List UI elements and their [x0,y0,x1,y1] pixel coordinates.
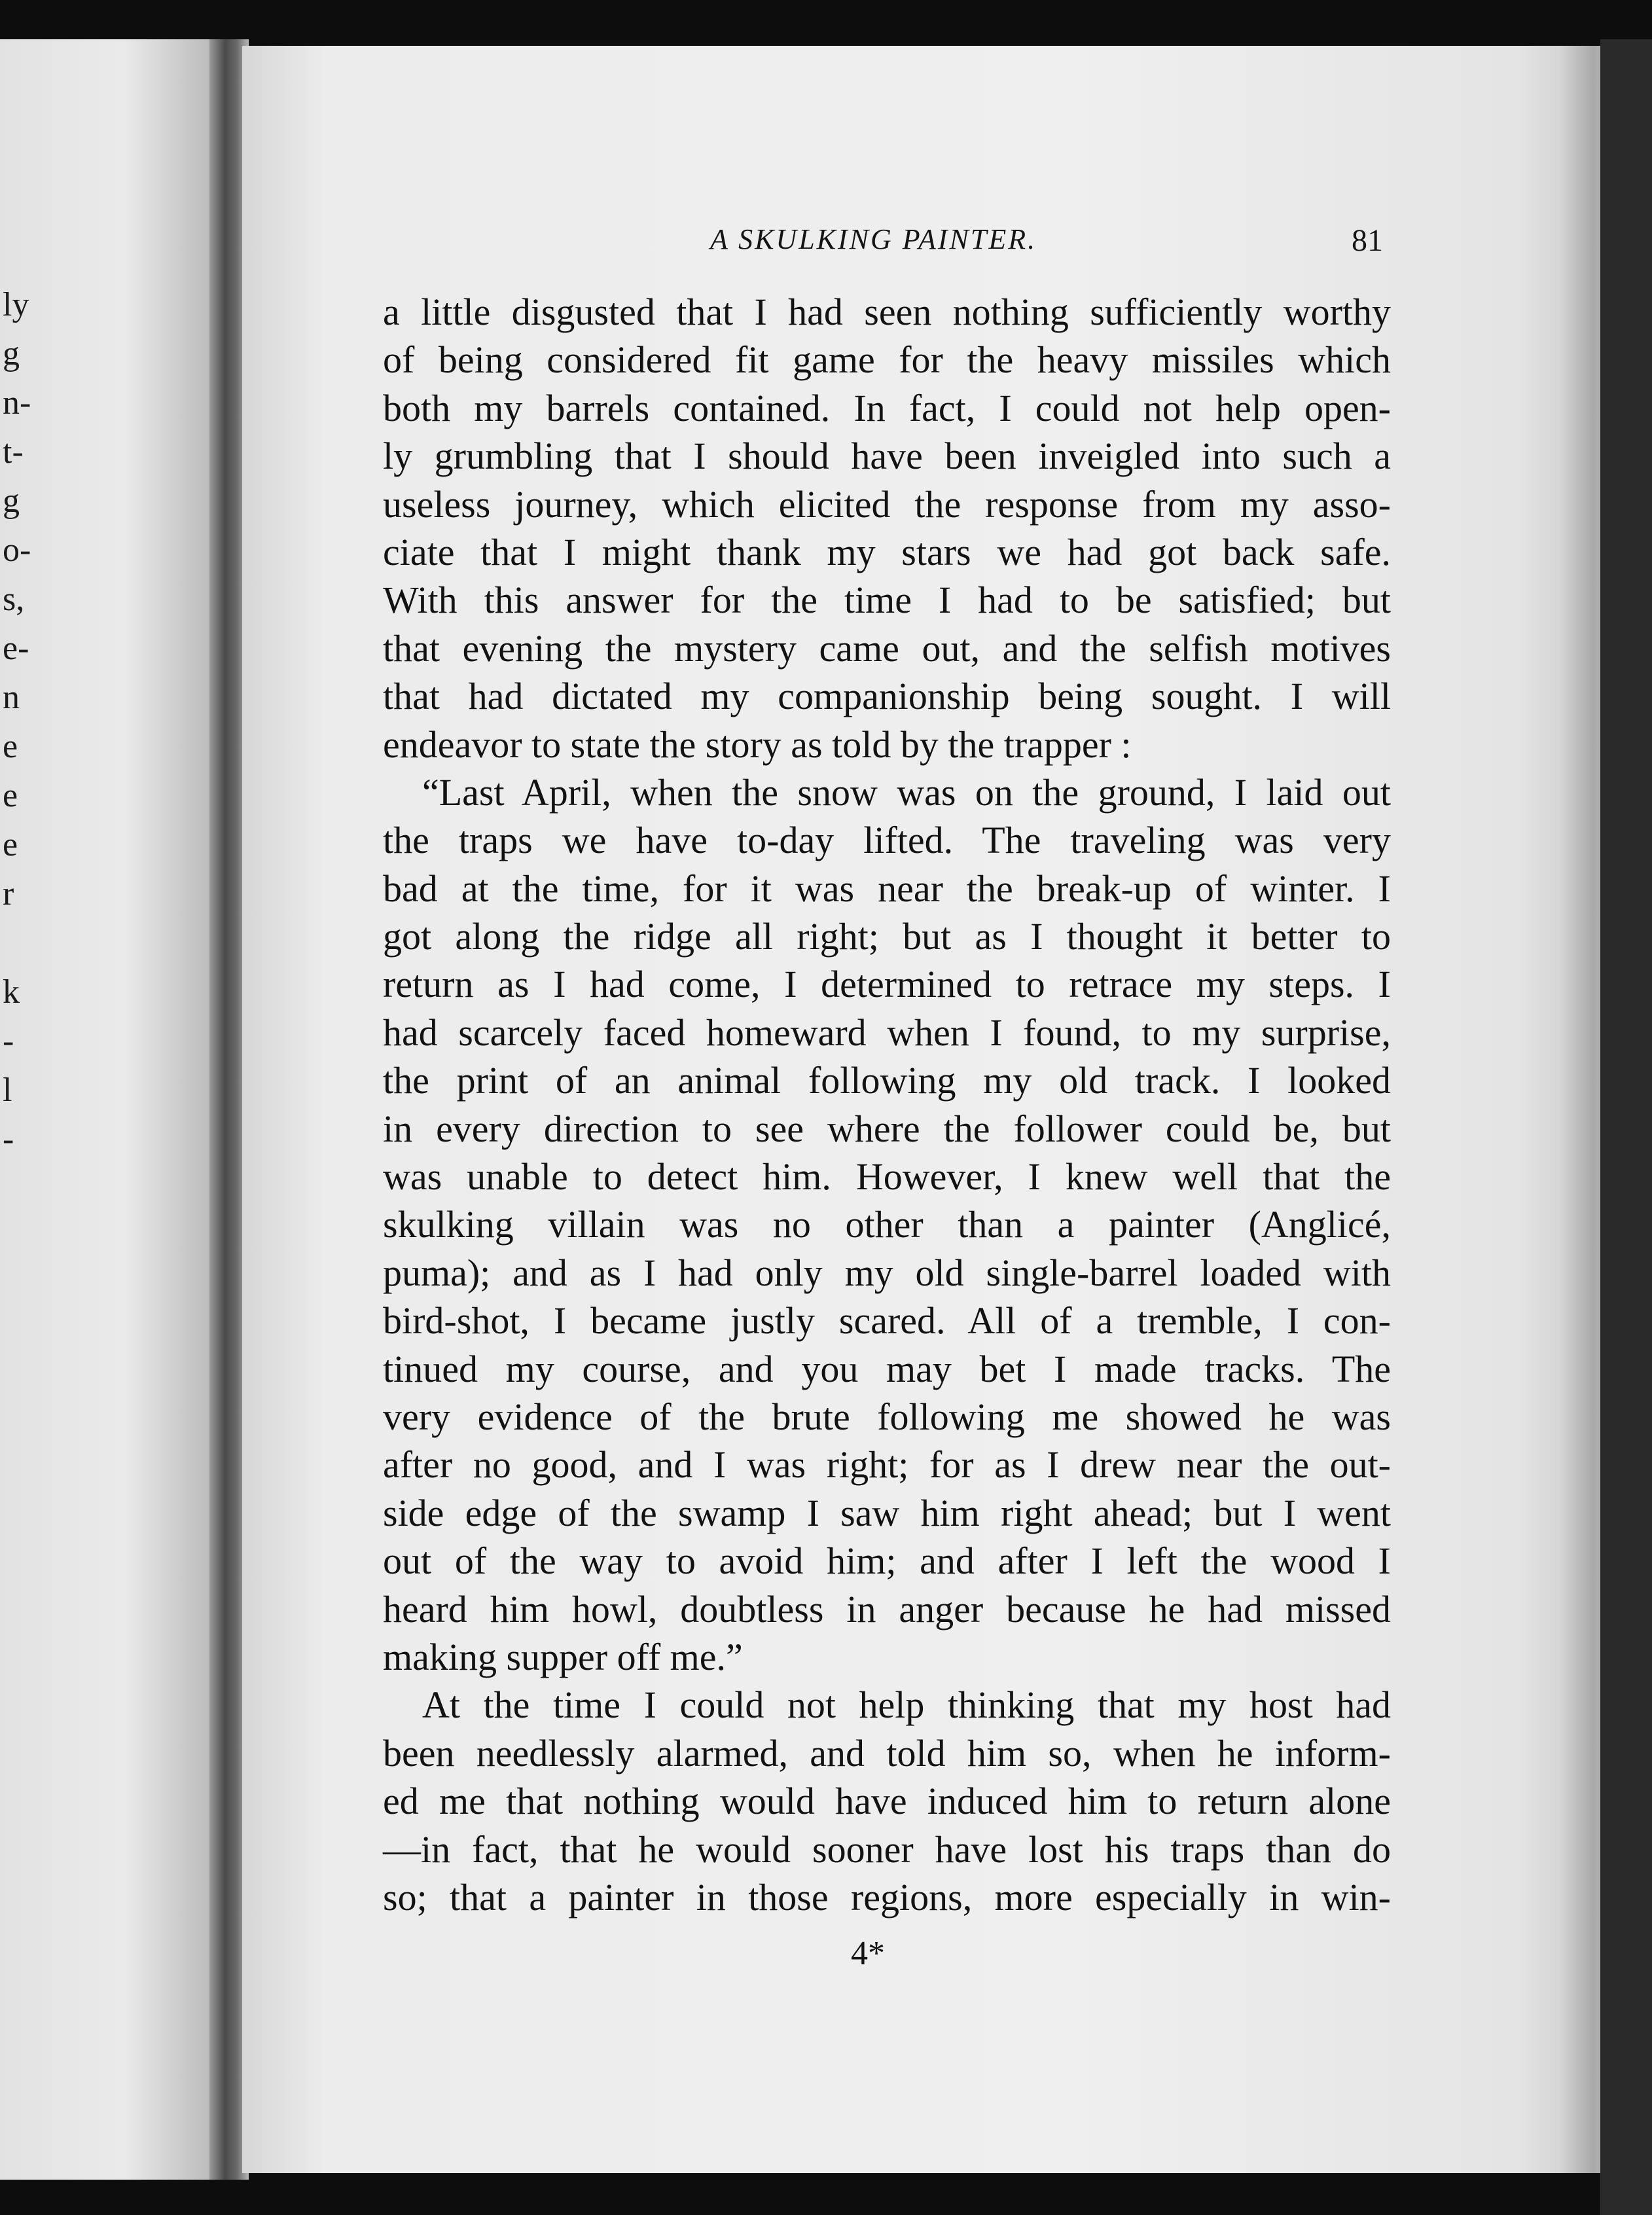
text-line: useless journey, which elicited the response from my asso- [383,482,1391,526]
text-line: endeavor to state the story as told by the trapper : [383,723,1132,766]
margin-fragment: g [3,482,20,520]
book-cover-edge [1600,39,1652,2215]
previous-page-edge [0,39,226,2180]
page-number: 81 [1352,223,1383,258]
margin-fragment: - [3,1022,14,1060]
text-line: tinued my course, and you may bet I made tracks. The [383,1347,1391,1390]
text-line: puma); and as I had only my old single-barrel loaded with [383,1251,1391,1294]
text-line: “Last April, when the snow was on the ground, I laid out [422,770,1391,814]
margin-fragment: r [3,875,14,912]
text-line: so; that a painter in those regions, more especially in win- [383,1875,1391,1918]
body-text [383,288,1391,1921]
text-line: ly grumbling that I should have been inveigled into such a [383,435,1391,478]
text-line: that had dictated my companionship being sought. I will [383,675,1391,718]
signature-mark: 4* [851,1935,885,1972]
text-line: out of the way to avoid him; and after I left the wood I [383,1540,1391,1583]
running-head: A SKULKING PAINTER. [710,223,1037,255]
text-line: bad at the time, for it was near the break-up of winter. I [383,867,1391,910]
margin-fragment: e [3,777,18,814]
text-line: had scarcely faced homeward when I found, to my surprise, [383,1011,1391,1054]
text-line: side edge of the swamp I saw him right ahead; but I went [383,1491,1391,1534]
text-line: With this answer for the time I had to be satisfied; but [383,579,1391,622]
text-line: the traps we have to-day lifted. The traveling was very [383,819,1391,862]
margin-fragment: l [3,1071,12,1109]
text-line: making supper off me.” [383,1635,743,1678]
margin-fragment: o- [3,531,31,569]
text-line: heard him howl, doubtless in anger because he had missed [383,1587,1391,1630]
text-line: —in fact, that he would sooner have lost his traps than do [383,1828,1391,1871]
margin-fragment: g [3,335,20,372]
margin-fragment: e [3,826,18,863]
text-line: was unable to detect him. However, I knew well that the [383,1155,1391,1198]
text-line: the print of an animal following my old track. I looked [383,1059,1391,1102]
text-line: very evidence of the brute following me showed he was [383,1395,1391,1438]
margin-fragment: s, [3,581,25,618]
margin-fragment: k [3,973,20,1011]
margin-fragment: n- [3,384,31,422]
text-line: both my barrels contained. In fact, I could not help open- [383,386,1391,429]
text-line: At the time I could not help thinking that my host had [422,1684,1391,1727]
text-line: ciate that I might thank my stars we had got back safe. [383,530,1391,573]
text-line: ed me that nothing would have induced him to return alone [383,1780,1391,1823]
text-line: a little disgusted that I had seen nothing sufficiently worthy [383,291,1391,333]
margin-fragment: t- [3,433,24,471]
text-line: that evening the mystery came out, and the selfish motives [383,626,1391,670]
margin-fragment: e [3,728,18,765]
margin-fragment: ly [3,286,29,323]
text-line: in every direction to see where the follower could be, but [383,1107,1391,1150]
text-line: of being considered fit game for the heavy missiles which [383,338,1391,382]
text-line: skulking villain was no other than a painter (Anglicé, [383,1203,1391,1246]
text-line: return as I had come, I determined to retrace my steps. I [383,963,1391,1006]
margin-fragment: n [3,679,20,716]
text-line: after no good, and I was right; for as I drew near the out- [383,1443,1391,1486]
text-line: been needlessly alarmed, and told him so, when he inform- [383,1731,1391,1774]
text-line: bird-shot, I became justly scared. All of a tremble, I con- [383,1299,1391,1342]
margin-fragment: - [3,1121,14,1158]
text-line: got along the ridge all right; but as I thought it better to [383,915,1391,958]
margin-fragment: e- [3,630,29,667]
